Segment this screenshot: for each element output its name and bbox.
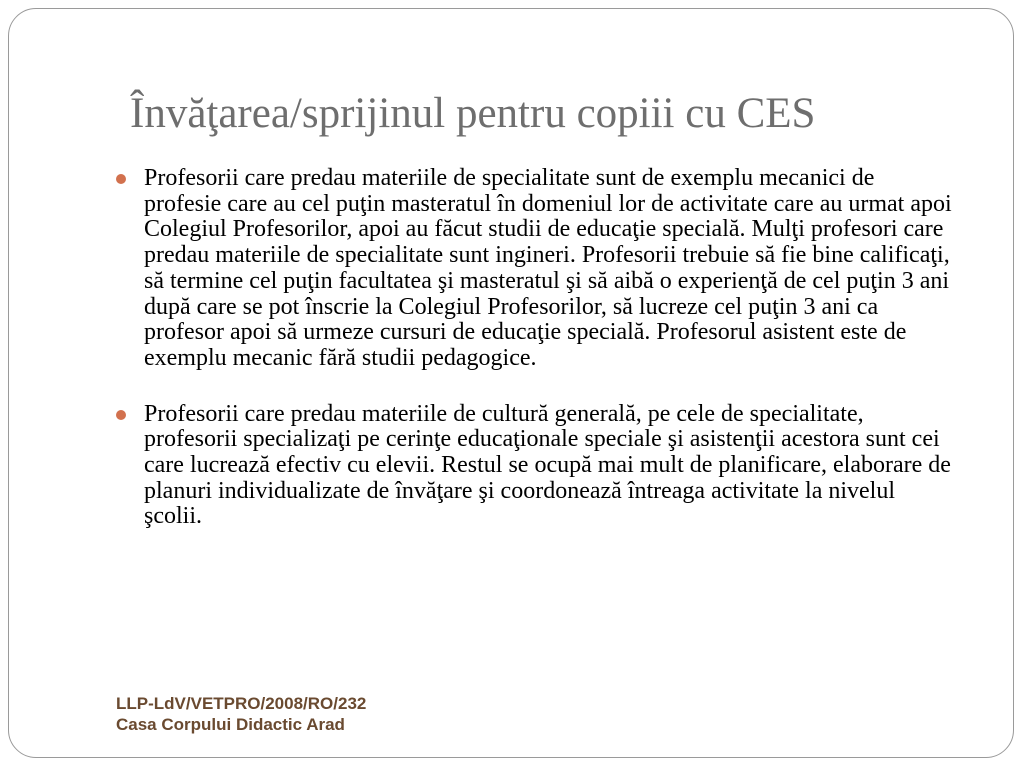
bullet-item — [116, 166, 956, 372]
bullet-text: Profesorii care predau materiile de specialitate sunt de exemplu mecanici de profesie care au cel puţin masteratul în domeniul lor de activitate care au urmat apoi Colegiul Profesorilor, apoi au făcut studii de educaţie specială. Mulţi profesori care predau materiile de specialitate sunt ingineri. Profesorii trebuie să fie bine calificaţi, să termine cel puţin facultatea şi masteratul şi să aibă o experienţă de cel puţin 3 ani după care se pot înscrie la Colegiul Profesorilor, să lucreze cel puţin 3 ani ca profesor apoi să urmeze cursuri de educaţie specială. Profesorul asistent este de exemplu mecanic fără studii pedagogice. — [144, 165, 952, 371]
footer — [116, 693, 366, 735]
bullet-dot-icon — [116, 174, 126, 184]
bullet-item — [116, 402, 956, 531]
footer-project-code: LLP-LdV/VETPRO/2008/RO/232 — [116, 694, 367, 713]
slide-title: Învăţarea/sprijinul pentru copiii cu CES — [130, 90, 816, 137]
bullet-dot-icon — [116, 410, 126, 420]
bullet-text: Profesorii care predau materiile de cultură generală, pe cele de specialitate, profesorii specializaţi pe cerinţe educaţionale speciale şi asistenţii acestora sunt cei care lucrează efectiv cu elevii. Restul se ocupă mai mult de planificare, elaborare de planuri individualizate de învăţare şi coordonează întreaga activitate la nivelul şcolii. — [144, 400, 951, 530]
bullet-list — [116, 166, 956, 530]
footer-institution: Casa Corpului Didactic Arad — [116, 715, 345, 734]
